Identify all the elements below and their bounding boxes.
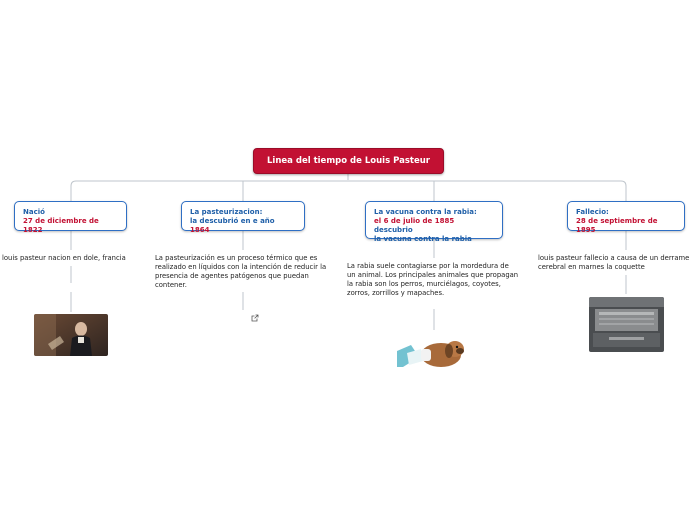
death-date: 28 de septiembre de 1895 [576, 217, 658, 234]
vaccine-date-prefix: el [374, 217, 382, 225]
tomb-photo [589, 297, 664, 352]
death-note: louis pasteur fallecio a causa de un derrame cerebral en marnes la coquette [538, 254, 690, 271]
topic-pasteurization[interactable] [181, 201, 305, 234]
death-heading: Fallecio: [576, 208, 609, 216]
pasteurization-text: la descubrió en e año [190, 217, 275, 225]
dog-vaccine-photo [397, 331, 471, 371]
topic-birth[interactable] [14, 201, 127, 234]
birth-heading: Nació [23, 208, 45, 216]
external-link-icon[interactable] [251, 314, 259, 322]
rabies-note: La rabia suele contagiarse por la mordedura de un animal. Los principales animales que propagan la rabia son los perros, murciélagos, coyotes, zorros, zorrillos y mapaches. [347, 262, 519, 297]
vaccine-heading: La vacuna contra la rabia: [374, 208, 477, 216]
portrait-photo [34, 314, 108, 356]
birth-note: louis pasteur nacion en dole, francia [2, 254, 126, 262]
root-title: Linea del tiempo de Louis Pasteur [267, 156, 430, 166]
pasteurization-heading: La pasteurizacion: [190, 208, 263, 216]
vaccine-line3: la vacuna contra la rabia [374, 235, 472, 243]
topic-death[interactable] [567, 201, 685, 234]
vaccine-date: 6 de julio de 1885 [383, 217, 455, 225]
pasteurization-note: La pasteurización es un proceso térmico que es realizado en líquidos con la intención de reducir la presencia de agentes patógenos que puedan contener. [155, 254, 327, 289]
birth-date: 27 de diciembre de 1822 [23, 217, 99, 234]
root-topic[interactable] [253, 148, 444, 174]
topic-rabies-vaccine[interactable] [365, 201, 503, 243]
vaccine-suffix: descubrio [374, 226, 413, 234]
pasteurization-year: 1864 [190, 226, 210, 234]
